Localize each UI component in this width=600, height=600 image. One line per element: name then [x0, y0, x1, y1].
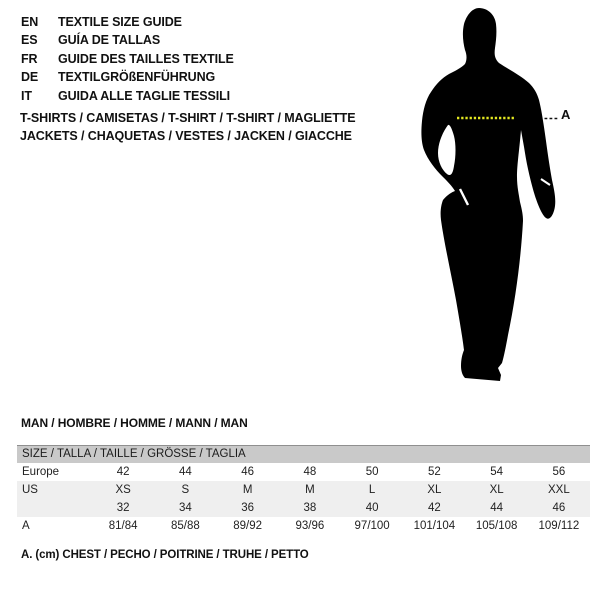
category-jackets: JACKETS / CHAQUETAS / VESTES / JACKEN / GIACCHE: [20, 129, 352, 144]
size-cell: XXL: [548, 484, 570, 496]
language-title: GUIDE DES TAILLES TEXTILE: [58, 51, 234, 66]
size-cell: 93/96: [295, 520, 325, 532]
size-cell: S: [181, 484, 190, 496]
language-code: IT: [21, 88, 32, 103]
language-title: GUIDA ALLE TAGLIE TESSILI: [58, 88, 231, 103]
language-title: TEXTILGRÖßENFÜHRUNG: [58, 70, 216, 85]
size-cell: 56: [552, 466, 566, 478]
size-cell: 42: [116, 466, 130, 478]
section-title-man: MAN / HOMBRE / HOMME / MANN / MAN: [21, 416, 248, 430]
language-row-es: [21, 31, 234, 49]
language-code: DE: [21, 70, 39, 85]
row-label: Europe: [22, 466, 60, 478]
size-cell: 81/84: [108, 520, 138, 532]
size-cell: 89/92: [233, 520, 263, 532]
man-silhouette-figure: [395, 5, 580, 395]
size-cell: 105/108: [475, 520, 518, 532]
size-cell: 85/88: [170, 520, 200, 532]
size-cell: 101/104: [413, 520, 456, 532]
size-cell: L: [368, 484, 376, 496]
language-code: FR: [21, 51, 38, 66]
size-cell: 32: [116, 502, 130, 514]
language-row-de: [21, 68, 234, 86]
man-silhouette-body: [421, 8, 555, 381]
size-cell: 48: [303, 466, 317, 478]
garment-categories: [20, 109, 356, 146]
language-row-fr: [21, 50, 234, 68]
row-label: US: [22, 484, 38, 496]
size-cell: 54: [490, 466, 504, 478]
size-cell: M: [242, 484, 253, 496]
category-tshirts: T-SHIRTS / CAMISETAS / T-SHIRT / T-SHIRT / MAGLIETTE: [20, 111, 356, 125]
language-row-it: [21, 87, 234, 105]
language-title: GUÍA DE TALLAS: [58, 33, 161, 48]
size-cell: 52: [427, 466, 441, 478]
size-cell: 46: [552, 502, 566, 514]
size-cell: 36: [241, 502, 255, 514]
measure-label-a: A: [561, 107, 571, 122]
size-cell: 44: [490, 502, 504, 514]
table-row-chest-a: [17, 517, 590, 535]
size-cell: 46: [241, 466, 255, 478]
language-code: EN: [21, 15, 39, 29]
language-row-en: [21, 13, 234, 31]
table-row-europe: [17, 463, 590, 481]
size-cell: XL: [489, 484, 504, 496]
row-label: [17, 499, 92, 517]
size-cell: 50: [365, 466, 379, 478]
size-cell: 109/112: [538, 520, 580, 532]
language-title: TEXTILE SIZE GUIDE: [58, 15, 182, 29]
size-cell: XL: [427, 484, 442, 496]
size-table: [17, 445, 590, 535]
language-code: ES: [21, 33, 38, 48]
table-row-us-letters: [17, 481, 590, 499]
size-cell: 38: [303, 502, 317, 514]
size-table-header: SIZE / TALLA / TAILLE / GRÖSSE / TAGLIA: [17, 445, 590, 463]
size-cell: 44: [178, 466, 192, 478]
table-row-us-numbers: [17, 499, 590, 517]
size-cell: 42: [427, 502, 441, 514]
man-silhouette: [395, 5, 580, 395]
size-cell: 34: [178, 502, 192, 514]
size-cell: M: [305, 484, 315, 496]
measure-footnote: A. (cm) CHEST / PECHO / POITRINE / TRUHE / PETTO: [21, 549, 309, 561]
size-cell: XS: [115, 484, 131, 496]
row-label: A: [22, 520, 30, 532]
size-cell: 97/100: [354, 520, 390, 532]
size-cell: 40: [365, 502, 379, 514]
language-title-list: [21, 13, 234, 105]
